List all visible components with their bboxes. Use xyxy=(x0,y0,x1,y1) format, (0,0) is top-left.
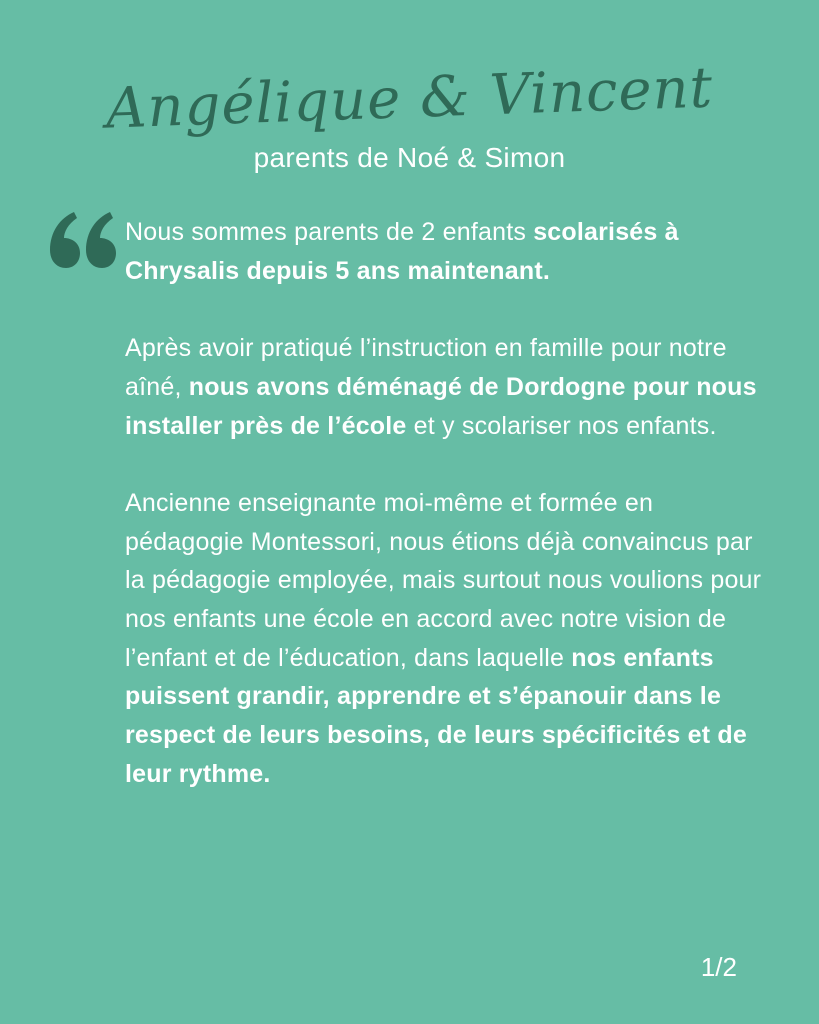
quote-open-icon xyxy=(50,198,116,268)
subtitle: parents de Noé & Simon xyxy=(253,142,566,173)
signature-title: Angélique & Vincent xyxy=(104,55,715,142)
text-run: Après avoir pratiqué l’instruction en famille pour notre aîné, xyxy=(125,334,727,401)
page-indicator: 1/2 xyxy=(700,952,737,982)
text-run-bold: scolarisés à Chrysalis depuis 5 ans maintenant. xyxy=(125,218,679,285)
testimonial-text xyxy=(125,213,765,832)
quote-glyph-left xyxy=(50,212,80,268)
text-run: et y scolariser nos enfants. xyxy=(406,411,717,440)
testimonial-paragraph-2 xyxy=(125,329,765,445)
testimonial-paragraph-1 xyxy=(125,213,765,290)
text-run: Nous sommes parents de 2 enfants xyxy=(125,218,534,246)
text-run: Ancienne enseignante moi-même et formée en pédagogie Montessori, nous étions déjà convaincus par la pédagogie employée, mais surtout nous voulions pour nos enfants une école en accord avec notre vision de l’enfant et de l’éducation, dans laquelle xyxy=(125,488,762,672)
text-run-bold: nous avons déménagé de Dordogne pour nous installer près de l’école xyxy=(125,372,757,440)
testimonial-paragraph-3 xyxy=(125,484,765,794)
quote-glyph-right xyxy=(86,212,116,268)
text-run-bold: nos enfants puissent grandir, apprendre et s’épanouir dans le respect de leurs besoins, de leurs spécificités et de leur rythme. xyxy=(125,643,747,788)
